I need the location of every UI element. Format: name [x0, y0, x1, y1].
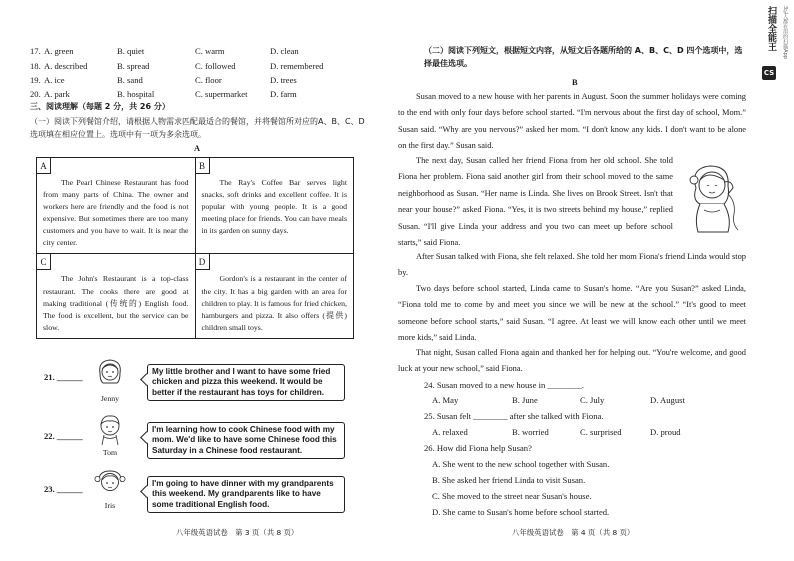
q25-option-a[interactable]: A. relaxed [432, 427, 468, 437]
option-row-19 [30, 75, 360, 87]
q25-option-d[interactable]: D. proud [650, 427, 681, 437]
option-d: D. clean [270, 46, 299, 56]
story-paragraph-5: That night, Susan called Fiona again and thanked her for helping out. “You're welcome, and good luck at your new school,” said Fiona. [398, 348, 746, 374]
q26-option-a[interactable]: A. She went to the new school together with Susan. [432, 459, 610, 469]
option-row-17 [30, 46, 360, 58]
girl-avatar-icon [94, 468, 126, 498]
option-b: B. hospital [117, 89, 155, 99]
q25-option-c[interactable]: C. surprised [580, 427, 622, 437]
q25-option-b[interactable]: B. worried [512, 427, 549, 437]
option-a: A. green [44, 46, 74, 56]
person-name: Jenny [100, 394, 120, 403]
page-footer: 八年级英语试卷 第 4 页（共 8 页） [512, 528, 635, 537]
page-footer: 八年级英语试卷 第 3 页（共 8 页） [176, 528, 299, 537]
option-b: B. quiet [117, 46, 145, 56]
option-row-20 [30, 89, 360, 101]
restaurant-d [195, 254, 354, 338]
option-c: C. supermarket [195, 89, 248, 99]
part1-instructions: （一）阅读下列餐馆介绍，请根据人物需求匹配最适合的餐馆，并将餐馆所对应的A、B、C、D选项填在相应位置上。选项中有一项为多余选项。 [30, 117, 365, 139]
restaurant-text: The Pearl Chinese Restaurant has food from many parts of China. The owner and workers here are friendly and the food is not expensive. But sometimes there are too many customers and you have to wait. It is near the city center. [43, 178, 189, 248]
restaurant-letter: D [196, 254, 210, 270]
q23-number: 23. ______ [44, 484, 83, 494]
option-d: D. trees [270, 75, 297, 85]
boy-avatar-icon [95, 412, 125, 446]
option-a: A. ice [44, 75, 65, 85]
story-paragraph-3: After Susan talked with Fiona, she felt relaxed. She told her mom Fiona's friend Linda would stop by. [398, 252, 746, 278]
q26-option-c[interactable]: C. She moved to the street near Susan's house. [432, 491, 592, 501]
answer-blank[interactable]: ______ [56, 431, 83, 441]
answer-blank[interactable]: ______ [56, 484, 83, 494]
restaurant-a [37, 158, 196, 254]
option-d: D. remembered [270, 61, 324, 71]
q26-stem: 26. How did Fiona help Susan? [424, 443, 532, 453]
passage-label-b: B [572, 78, 578, 87]
restaurant-c [37, 254, 196, 338]
q26-option-b[interactable]: B. She asked her friend Linda to visit Susan. [432, 475, 586, 485]
restaurant-text: The Ray's Coffee Bar serves light snacks, soft drinks and excellent coffee. It is popular with young people. It is a good meeting place for friends. You can have meals in its garden on sunny days. [201, 178, 347, 236]
q-number: 17. [30, 46, 41, 56]
story-paragraph-4: Two days before school started, Linda came to Susan's home. “Are you Susan?” asked Linda, “Fiona told me to come by and meet you since we will be new at the school.” “It's good to meet someone before school starts,” said Susan. “I agree. At least we will know each other until we meet more kids,” said Linda. [398, 284, 746, 343]
scanner-app-tagline: 3亿人都在用的扫描App [782, 6, 788, 59]
restaurant-b [195, 158, 354, 254]
restaurant-letter: A [37, 158, 51, 174]
option-a: A. described [44, 61, 88, 71]
part2-instructions: （二）阅读下列短文，根据短文内容，从短文后各题所给的 A、B、C、D 四个选项中，选择最佳选项。 [424, 46, 743, 69]
scanner-watermark [756, 0, 794, 90]
option-d: D. farm [270, 89, 297, 99]
q24-option-b[interactable]: B. June [512, 395, 538, 405]
q-number: 20. [30, 89, 41, 99]
speech-bubble-23: I'm going to have dinner with my grandparents this weekend. My grandparents like to have some traditional English food. [147, 476, 345, 513]
option-row-18 [30, 61, 360, 73]
scanner-app-name: 扫描全能王 [766, 6, 776, 51]
story-paragraph-1: Susan moved to a new house with her parents in August. Soon the summer holidays were coming to the end with only four days before school started. “I'm nervous about the first day of school, Mom.” Susan said. “Why are you nervous?” asked her mom. “I don't know any kids. I don't want to be alone on the first day.” Susan said. [398, 92, 746, 151]
story-paragraph-2: The next day, Susan called her friend Fiona from her old school. She told Fiona her problem. Fiona said another girl from their school moved to the same neighborhood as Susan. “Her name is Linda. She lives on Brook Street. Isn't that near your house?” asked Fiona. “Yes, it is two streets behind my house,” replied Susan. “I'll give Linda your address and you two can meet up before school starts,” said Fiona. [398, 156, 673, 247]
passage-label-a: A [194, 144, 201, 153]
restaurant-letter: B [196, 158, 210, 174]
restaurant-text: The John's Restaurant is a top-class restaurant. The cooks there are good at making traditional (传统的) English food. The food is excellent, but the service can be slow. [43, 274, 189, 332]
girl-on-phone-icon [678, 158, 748, 236]
q21-number: 21. ______ [44, 372, 83, 382]
q25-stem: 25. Susan felt ________ after she talked with Fiona. [424, 411, 604, 421]
person-name: Iris [104, 501, 116, 510]
speech-bubble-22: I'm learning how to cook Chinese food with my mom. We'd like to have some Chinese food this Saturday in a Chinese food restaurant. [147, 422, 345, 459]
speech-bubble-21: My little brother and I want to have some fried chicken and pizza this weekend. It would be better if the restaurant has toys for children. [147, 364, 345, 401]
answer-blank[interactable]: ______ [56, 372, 83, 382]
section3-title: 三、阅读理解（每题 2 分，共 26 分） [30, 102, 170, 111]
option-c: C. warm [195, 46, 225, 56]
option-c: C. floor [195, 75, 222, 85]
option-c: C. followed [195, 61, 236, 71]
q24-stem: 24. Susan moved to a new house in ________. [424, 380, 584, 390]
q26-option-d[interactable]: D. She came to Susan's home before school started. [432, 507, 610, 517]
option-b: B. spread [117, 61, 150, 71]
girl-avatar-icon [96, 357, 124, 387]
q24-option-c[interactable]: C. July [580, 395, 605, 405]
q24-option-d[interactable]: D. August [650, 395, 685, 405]
cs-logo-icon: CS [762, 66, 776, 80]
person-name: Tom [102, 448, 118, 457]
restaurant-text: Gordon's is a restaurant in the center of the city. It has a big garden with an area for children to play. It is famous for fried chicken, hamburgers and pizza. It also offers (提供) children small toys. [201, 274, 347, 332]
restaurant-table [36, 157, 354, 339]
option-a: A. park [44, 89, 70, 99]
q22-number: 22. ______ [44, 431, 83, 441]
q-number: 18. [30, 61, 41, 71]
q-number: 19. [30, 75, 41, 85]
option-b: B. sand [117, 75, 143, 85]
q24-option-a[interactable]: A. May [432, 395, 459, 405]
restaurant-letter: C [37, 254, 51, 270]
